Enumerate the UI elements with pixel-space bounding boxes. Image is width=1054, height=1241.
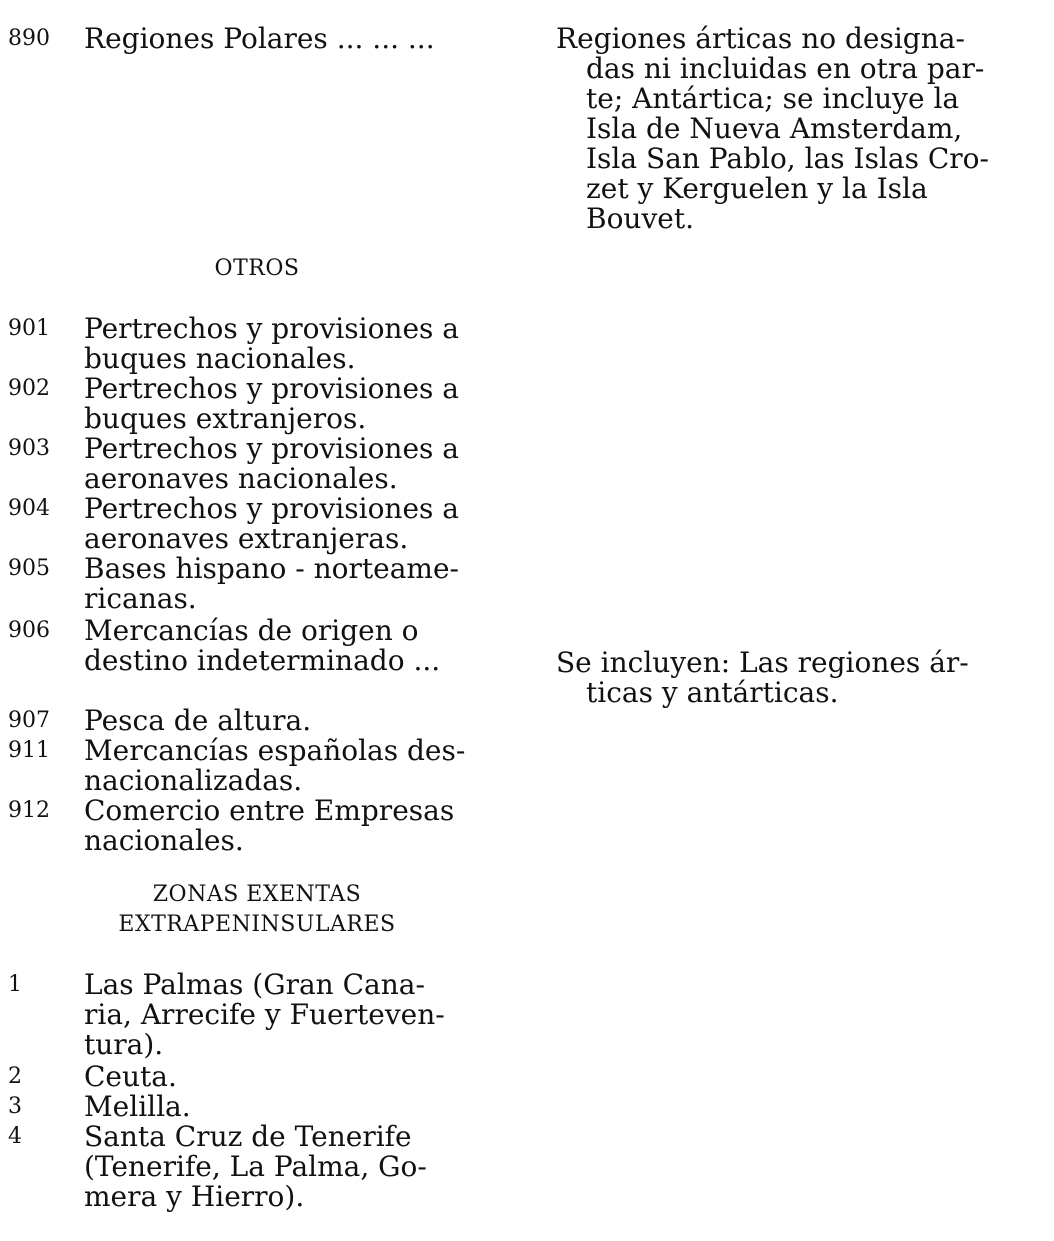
entry-line: mera y Hierro). [84,1180,305,1213]
note-line: Bouvet. [586,202,695,235]
entry-line: Pertrechos y provisiones a [84,312,459,345]
entry-code: 1 [8,972,22,997]
note-line: te; Antártica; se incluye la [586,82,960,115]
entry-code: 890 [8,26,50,51]
entry-line: aeronaves nacionales. [84,462,398,495]
note-line: Regiones árticas no designa- [556,22,965,55]
entry-code: 904 [8,496,50,521]
entry-code: 911 [8,738,50,763]
entry-line: aeronaves extranjeras. [84,522,409,555]
entry-code: 901 [8,316,50,341]
entry-line: nacionales. [84,824,244,857]
section-heading-zonas [84,880,430,940]
entry-code: 912 [8,798,50,823]
entry-line: Pertrechos y provisiones a [84,492,459,525]
entry-line: tura). [84,1028,164,1061]
entry-line: Pesca de altura. [84,704,312,737]
note-line: Isla San Pablo, las Islas Cro- [586,142,989,175]
entry-name [84,616,506,676]
entry-name [84,494,506,554]
entry-line: (Tenerife, La Palma, Go- [84,1150,427,1183]
note-line: zet y Kerguelen y la Isla [586,172,928,205]
entry-note [556,24,1030,234]
entry-name: Regiones Polares ... ... ... [84,22,435,55]
note-line: das ni incluidas en otra par- [586,52,985,85]
entry-line: Bases hispano - norteame- [84,552,459,585]
note-line: Isla de Nueva Amsterdam, [586,112,963,145]
entry-name [84,314,506,374]
entry-code: 4 [8,1124,22,1149]
entry-line: Las Palmas (Gran Cana- [84,968,425,1001]
entry-line: Mercancías de origen o [84,614,419,647]
entry-code: 903 [8,436,50,461]
entry-line: ricanas. [84,582,197,615]
entry-line: buques nacionales. [84,342,356,375]
entry-line: buques extranjeros. [84,402,367,435]
entry-code: 902 [8,376,50,401]
entry-line: nacionalizadas. [84,764,303,797]
entry-code: 905 [8,556,50,581]
entry-name [84,1122,506,1212]
entry-name [84,1092,506,1122]
entry-line: Melilla. [84,1090,191,1123]
section-heading-otros: OTROS [214,256,300,281]
entry-name [84,970,506,1060]
note-line: Se incluyen: Las regiones ár- [556,646,969,679]
entry-line: destino indeterminado ... [84,644,441,677]
entry-line: Mercancías españolas des- [84,734,466,767]
entry-line: Santa Cruz de Tenerife [84,1120,412,1153]
entry-code: 2 [8,1064,22,1089]
entry-line: Pertrechos y provisiones a [84,432,459,465]
entry-name [84,374,506,434]
entry-code: 3 [8,1094,22,1119]
entry-line: Ceuta. [84,1060,177,1093]
heading-line: ZONAS EXENTAS [152,882,362,907]
note-line: ticas y antárticas. [586,676,839,709]
entry-line: ria, Arrecife y Fuerteven- [84,998,445,1031]
entry-name [84,796,506,856]
entry-line: Comercio entre Empresas [84,794,455,827]
entry-name [84,706,506,736]
entry-name [84,554,506,614]
entry-name [84,1062,506,1092]
entry-code: 907 [8,708,50,733]
entry-line: Pertrechos y provisiones a [84,372,459,405]
entry-code: 906 [8,618,50,643]
entry-name [84,434,506,494]
entry-note [556,648,1030,708]
entry-name [84,736,506,796]
heading-line: EXTRAPENINSULARES [118,912,396,937]
